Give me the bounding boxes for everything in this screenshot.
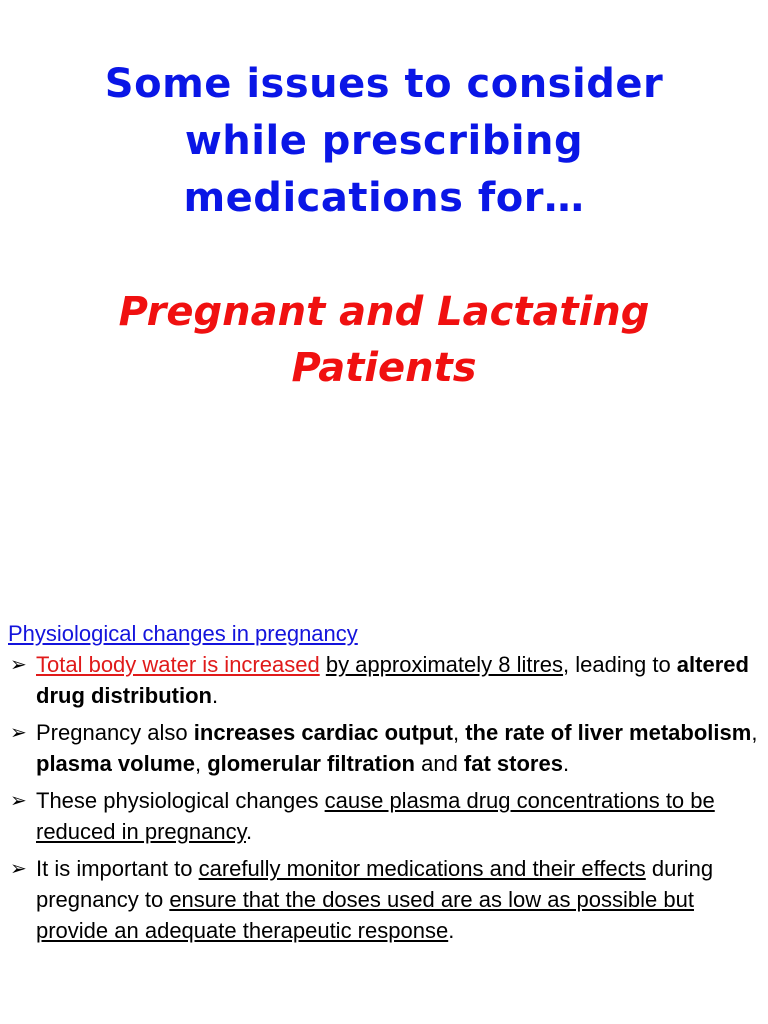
arrow-bullet-icon: ➢ — [10, 652, 27, 676]
bullet-3-text: These physiological changes — [36, 788, 325, 813]
bullet-2-bold-a: increases cardiac output — [193, 720, 453, 745]
bullet-item-4 — [8, 853, 760, 946]
arrow-bullet-icon: ➢ — [10, 856, 27, 880]
bullet-3-underline: cause plasma drug concentrations to be reduced in pregnancy — [36, 788, 715, 844]
content-section — [8, 618, 760, 946]
bullet-2-bold-d: glomerular filtration — [207, 751, 415, 776]
bullet-4-underline-a: carefully monitor medications and their effects — [198, 856, 646, 881]
bullet-item-3 — [8, 785, 760, 847]
bullet-2-text-c: , — [751, 720, 758, 745]
bullet-4-end: . — [448, 918, 455, 943]
bullet-1-text: , leading to — [563, 652, 677, 677]
bullet-2-text-b: , — [452, 720, 466, 745]
bullet-2-end: . — [562, 751, 570, 776]
bullet-1-bold: altered drug distribution — [36, 652, 749, 708]
bullet-2-text-a: Pregnancy also — [36, 720, 194, 745]
bullet-2-bold-b: the rate of liver metabolism — [465, 720, 752, 745]
title-line-2: while prescribing — [184, 118, 584, 164]
bullet-1-underline: by approximately 8 litres — [325, 652, 564, 677]
title-line-3: medications for… — [183, 175, 585, 221]
arrow-bullet-icon: ➢ — [10, 720, 27, 744]
bullet-2-bold-c: plasma volume — [36, 751, 195, 776]
bullet-4-underline-b: ensure that the doses used are as low as possible but provide an adequate therapeutic response — [36, 887, 694, 943]
bullet-list — [8, 649, 760, 946]
bullet-item-1 — [8, 649, 760, 711]
bullet-item-2 — [8, 717, 760, 779]
bullet-3-end: . — [245, 819, 253, 844]
bullet-1-highlight: Total body water is increased — [36, 652, 320, 677]
bullet-4-text-a: It is important to — [36, 856, 199, 881]
section-heading: Physiological changes in pregnancy — [8, 621, 358, 646]
bullet-2-text-e: and — [414, 751, 464, 776]
subtitle-block — [0, 284, 768, 396]
subtitle-line-2: Patients — [291, 345, 477, 391]
bullet-2-text-d: , — [194, 751, 208, 776]
bullet-4-text-b: during pregnancy to — [36, 856, 714, 912]
bullet-1-end: . — [211, 683, 219, 708]
arrow-bullet-icon: ➢ — [10, 788, 27, 812]
title-line-1: Some issues to consider — [104, 61, 664, 107]
subtitle-line-1: Pregnant and Lactating — [118, 289, 650, 335]
title-block — [0, 56, 768, 227]
bullet-2-bold-e: fat stores — [463, 751, 563, 776]
